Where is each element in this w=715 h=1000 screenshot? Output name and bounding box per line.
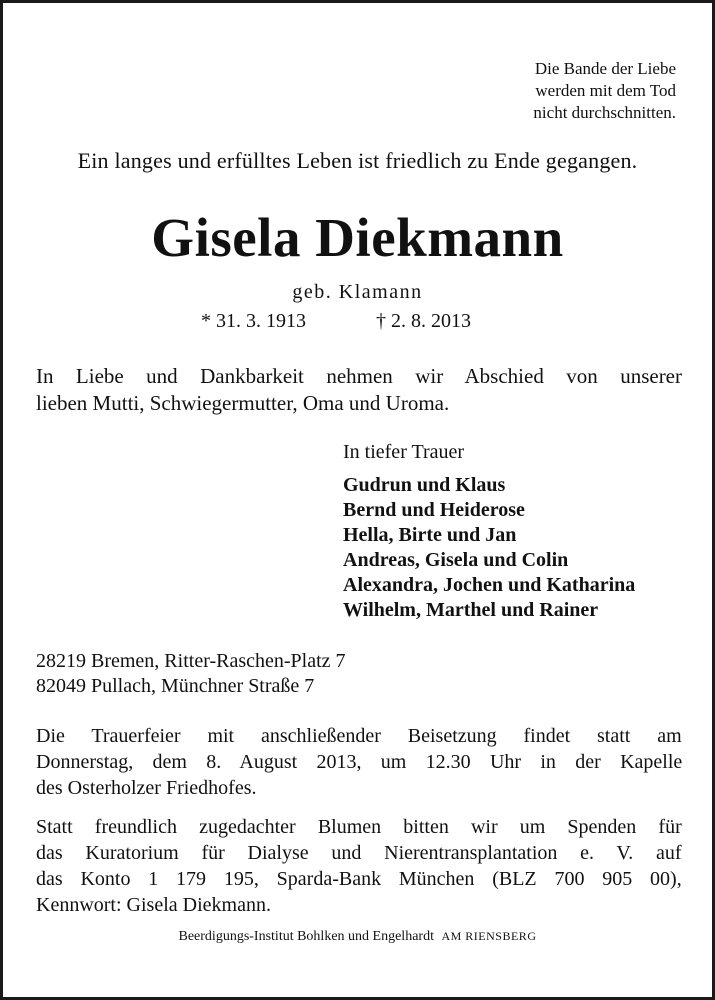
ceremony-text (36, 723, 682, 801)
mourner-name: Hella, Birte und Jan (343, 524, 517, 546)
address-line: 82049 Pullach, Münchner Straße 7 (36, 675, 315, 697)
mourner-name: Gudrun und Klaus (343, 474, 506, 496)
ceremony-line: des Osterholzer Friedhofes. (36, 777, 257, 799)
death-date: † 2. 8. 2013 (376, 310, 471, 332)
intro-sentence: Ein langes und erfülltes Leben ist friedlich zu Ende gegangen. (77, 148, 638, 173)
mourner-name: Wilhelm, Marthel und Rainer (343, 599, 599, 621)
donation-line: Statt freundlich zugedachter Blumen bitten wir um Spenden für (36, 816, 682, 838)
donation-text (36, 814, 682, 918)
funeral-home-footer (3, 929, 712, 945)
funeral-home-mark: AM RIENSBERG (441, 929, 537, 943)
motto-quote (416, 58, 676, 124)
motto-line: werden mit dem Tod (535, 81, 676, 100)
maiden-name: geb. Klamann (292, 281, 423, 303)
ceremony-line: Donnerstag, dem 8. August 2013, um 12.30 Uhr in der Kapelle (36, 751, 683, 773)
farewell-line: lieben Mutti, Schwiegermutter, Oma und Uroma. (36, 391, 450, 415)
address-block (36, 649, 346, 699)
farewell-text (36, 363, 682, 417)
mourner-name: Alexandra, Jochen und Katharina (343, 574, 636, 596)
donation-line: Kennwort: Gisela Diekmann. (36, 894, 271, 916)
mourners-title: In tiefer Trauer (343, 441, 465, 463)
funeral-home-name: Beerdigungs-Institut Bohlken und Engelhardt (178, 929, 434, 944)
motto-line: Die Bande der Liebe (534, 59, 676, 78)
ceremony-line: Die Trauerfeier mit anschließender Beisetzung findet statt am (36, 725, 682, 747)
donation-line: das Konto 1 179 195, Sparda-Bank München (BLZ 700 905 00), (36, 868, 682, 890)
mourners-list (343, 473, 635, 623)
farewell-line: In Liebe und Dankbarkeit nehmen wir Abschied von unserer (36, 364, 682, 388)
mourner-name: Bernd und Heiderose (343, 499, 525, 521)
donation-line: das Kuratorium für Dialyse und Nierentransplantation e. V. auf (36, 842, 682, 864)
motto-line: nicht durchschnitten. (533, 103, 676, 122)
birth-date: * 31. 3. 1913 (201, 310, 306, 332)
address-line: 28219 Bremen, Ritter-Raschen-Platz 7 (36, 650, 346, 672)
mourner-name: Andreas, Gisela und Colin (343, 549, 569, 571)
deceased-name: Gisela Diekmann (151, 207, 564, 268)
